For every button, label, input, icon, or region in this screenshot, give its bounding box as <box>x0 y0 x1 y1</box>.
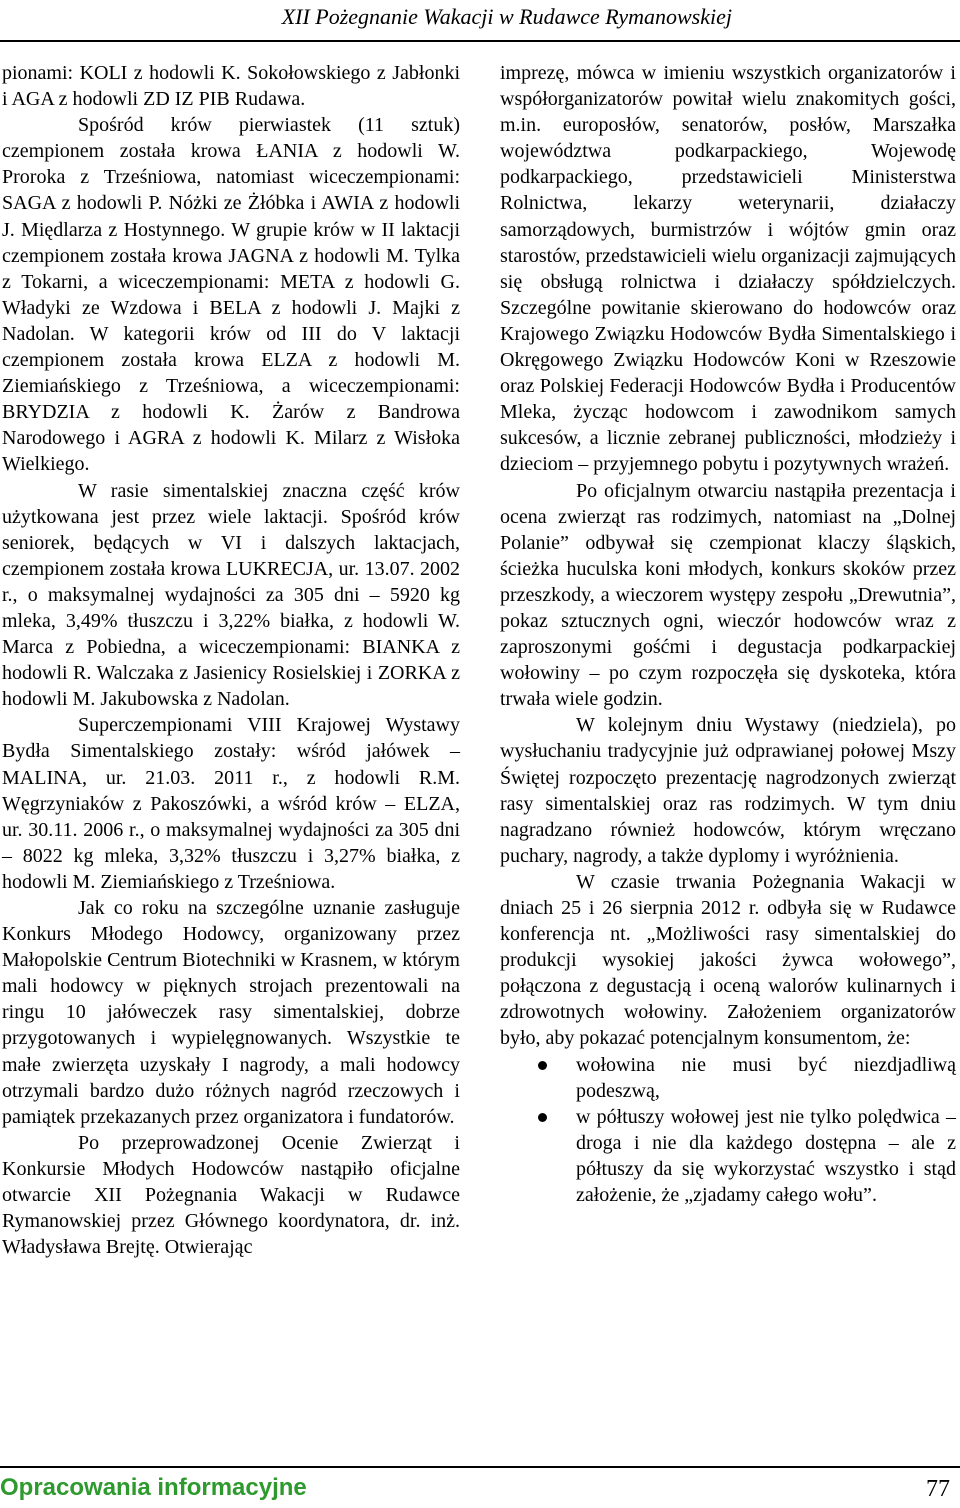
paragraph: Spośród krów pierwiastek (11 sztuk) czempionem została krowa ŁANIA z hodowli W. Proroka z Trześniowa, natomiast wiceczempionami: SAGA z hodowli P. Nóżki ze Żłóbka i AWIA z hodowli J. Międlarza z Hostynnego. W grupie krów w II laktacji czempionem została krowa JAGNA z hodowli M. Tylka z Tokarni, a wiceczempionami: META z hodowli G. Władyki ze Wzdowa i BELA z hodowli J. Majki z Nadolan. W kategorii krów od III do V laktacji czempionem została krowa ELZA z hodowli M. Ziemiańskiego z Trześniowa, a wiceczempionami: BRYDZIA z hodowli K. Żarów z Bandrowa Narodowego i AGRA z hodowli K. Milarz z Wisłoka Wielkiego. <box>2 114 460 476</box>
paragraph: W czasie trwania Pożegnania Wakacji w dniach 25 i 26 sierpnia 2012 r. odbyła się w Rudawce konferencja nt. „Możliwości rasy simentalskiej do produkcji wysokiej jakości żywca wołowego”, połączona z degustacją i oceną walorów kulinarnych i zdrowotnych wołowiny. Założeniem organizatorów było, aby pokazać potencjalnym konsumentom, że: <box>500 870 956 1050</box>
header-title: XII Pożegnanie Wakacji w Rudawce Rymanowskiej <box>281 4 732 29</box>
paragraph: Po oficjalnym otwarciu nastąpiła prezentacja i ocena zwierząt ras rodzimych, natomiast na „Dolnej Polanie” odbywał się czempionat klaczy śląskich, ścieżka huculska koni młodych, konkurs skoków przez przeszkody, a wieczorem występy zespołu „Drewutnia”, pokaz sztucznych ogni, wieczór hodowców wraz z zaproszonymi gośćmi i degustacja podkarpackiej wołowiny – po czym rozpoczęła się dyskoteka, która trwała wiele godzin. <box>500 479 956 711</box>
page-number: 77 <box>926 1476 950 1502</box>
list-item <box>500 1104 956 1208</box>
paragraph: pionami: KOLI z hodowli K. Sokołowskiego z Jabłonki i AGA z hodowli ZD IZ PIB Rudawa. <box>2 62 460 111</box>
footer-rule <box>0 1466 960 1468</box>
bullet-icon <box>538 1113 547 1122</box>
running-header <box>0 0 960 40</box>
bullet-icon <box>538 1061 547 1070</box>
paragraph: W kolejnym dniu Wystawy (niedziela), po wysłuchaniu tradycyjnie już odprawianej połowej Mszy Świętej rozpoczęto prezentację nagrodzonych zwierząt rasy simentalskiej oraz ras rodzimych. W tym dniu nagradzano również hodowców, którym wręczano puchary, nagrody, a także dyplomy i wyróżnienia. <box>500 714 956 867</box>
left-column <box>2 60 460 1260</box>
list-item <box>500 1052 956 1104</box>
paragraph: Po przeprowadzonej Ocenie Zwierząt i Konkursie Młodych Hodowców nastąpiło oficjalne otwarcie XII Pożegnania Wakacji w Rudawce Rymanowskiej przez Głównego koordynatora, dr. inż. Władysława Brejtę. Otwierając <box>2 1131 460 1259</box>
paragraph: Superczempionami VIII Krajowej Wystawy Bydła Simentalskiego zostały: wśród jałówek – MALINA, ur. 21.03. 2011 r., z hodowli R.M. Węgrzyniaków z Pakoszówki, a wśród krów – ELZA, ur. 30.11. 2006 r., o maksymalnej wydajności za 305 dni – 8022 kg mleka, 3,32% tłuszczu i 3,27% białka, z hodowli M. Ziemiańskiego z Trześniowa. <box>2 714 460 893</box>
paragraph: imprezę, mówca w imieniu wszystkich organizatorów i współorganizatorów powitał wielu znakomitych gości, m.in. europosłów, senatorów, posłów, Marszałka województwa podkarpackiego, Wojewodę podkarpackiego, przedstawicieli Ministerstwa Rolnictwa, lekarzy weterynarii, działaczy samorządowych, burmistrzów i wójtów gmin oraz starostów, przedstawicieli wielu organizacji zajmujących się obsługą rolnictwa i działaczy spółdzielczych. Szczególne powitanie skierowano do hodowców oraz Krajowego Związku Hodowców Bydła Simentalskiego i Okręgowego Związku Hodowców Koni w Rzeszowie oraz Polskiej Federacji Hodowców Bydła i Producentów Mleka, życząc hodowcom i zawodnikom samych sukcesów, a licznie zebranej publiczności, młodzieży i dzieciom – przyjemnego pobytu i pozytywnych wrażeń. <box>500 62 956 476</box>
list-item-text: wołowina nie musi być niezdjadliwą podeszwą, <box>576 1053 956 1102</box>
paragraph: Jak co roku na szczególne uznanie zasługuje Konkurs Młodego Hodowcy, organizowany przez Małopolskie Centrum Biotechniki w Krasnem, w którym mali hodowcy w pięknych strojach prezentowali na ringu 10 jałóweczek rasy simentalskiej, dobrze przygotowanych i wypielęgnowanych. Wszystkie te małe zwierzęta uzyskały I nagrody, a mali hodowcy otrzymali bardzo dużo różnych nagród rzeczowych i pamiątek przekazanych przez organizatora i fundatorów. <box>2 897 460 1128</box>
footer-label: Opracowania informacyjne <box>0 1474 307 1501</box>
paragraph: W rasie simentalskiej znaczna część krów użytkowana jest przez wiele laktacji. Spośród krów seniorek, będących w VI i dalszych laktacjach, czempionem została krowa LUKRECJA, ur. 13.07. 2002 r., o maksymalnej wydajności za 305 dni – 5920 kg mleka, 3,49% tłuszczu i 3,22% białka, z hodowli W. Marca z Pobiedna, a wiceczempionami: BIANKA z hodowli R. Walczaka z Jasienicy Rosielskiej i ZORKA z hodowli M. Jakubowska z Nadolan. <box>2 479 460 711</box>
list-item-text: w półtuszy wołowej jest nie tylko polędwica – droga i nie dla każdego dostępna – ale z półtuszy da się wykorzystać wszystko i stąd założenie, że „zjadamy całego wołu”. <box>576 1105 956 1207</box>
header-rule <box>0 40 960 42</box>
bullet-list <box>500 1052 956 1209</box>
right-column <box>500 60 956 1208</box>
